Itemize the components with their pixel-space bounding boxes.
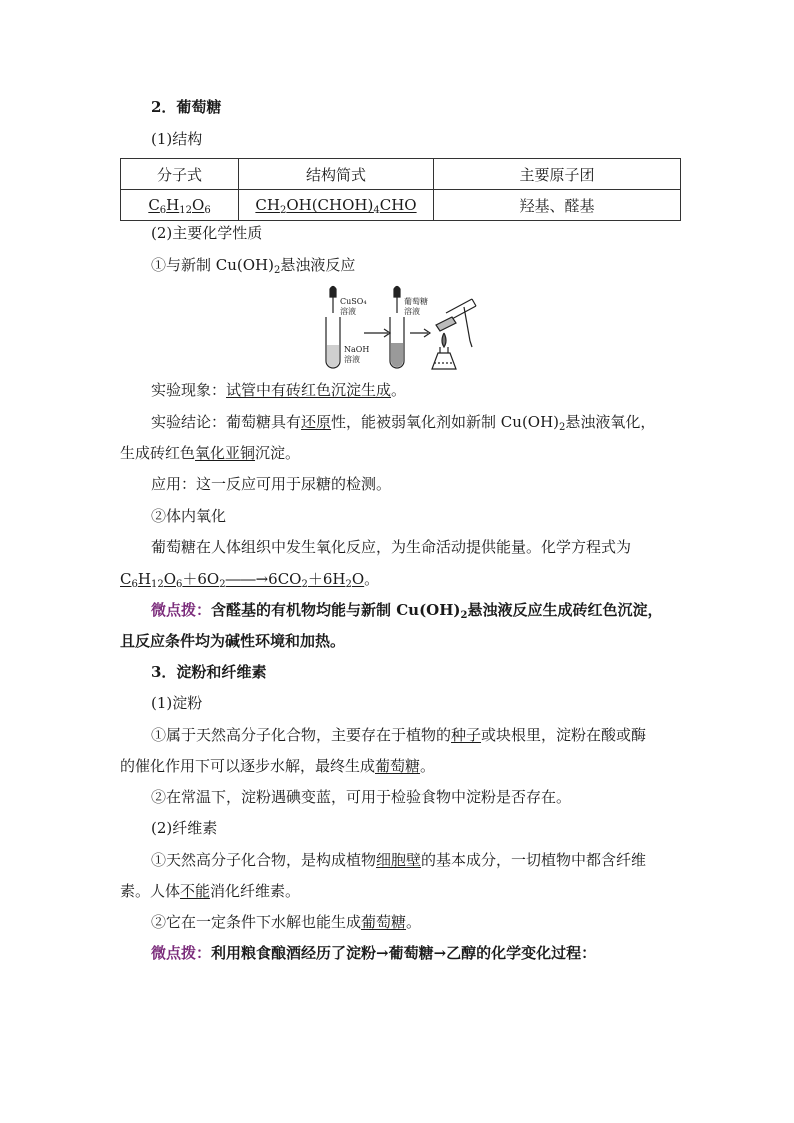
cell-functional-groups: 羟基、醛基 bbox=[434, 190, 681, 221]
label-solution-2: 溶液 bbox=[404, 307, 420, 316]
experiment-phenomenon: 实验现象：试管中有砖红色沉淀生成。 bbox=[151, 381, 407, 399]
header-functional-groups: 主要原子团 bbox=[434, 159, 681, 190]
item-in-vivo-oxidation: ②体内氧化 bbox=[151, 507, 227, 525]
tip-brewing: 微点拨：利用粮食酿酒经历了淀粉→葡萄糖→乙醇的化学变化过程： bbox=[151, 944, 597, 962]
starch-point1-line2: 的催化作用下可以逐步水解，最终生成葡萄糖。 bbox=[120, 757, 436, 775]
cellulose-point1-line1: ①天然高分子化合物，是构成植物细胞壁的基本成分，一切植物中都含纤维 bbox=[151, 851, 647, 869]
cellulose-point1-line2: 素。人体不能消化纤维素。 bbox=[120, 882, 301, 900]
cellulose-point2: ②它在一定条件下水解也能生成葡萄糖。 bbox=[151, 913, 422, 931]
label-solution-1: 溶液 bbox=[340, 307, 356, 316]
subheading-cellulose: (2)纤维素 bbox=[151, 819, 218, 837]
label-glucose: 葡萄糖 bbox=[404, 297, 428, 306]
table-header-row bbox=[121, 159, 681, 190]
oxidation-text: 葡萄糖在人体组织中发生氧化反应，为生命活动提供能量。化学方程式为 bbox=[151, 538, 632, 556]
cell-molecular-formula: $C_6H_{12}O_6$ bbox=[121, 190, 239, 221]
subheading-starch: (1)淀粉 bbox=[151, 694, 203, 712]
item-cuoh2-reaction: ①与新制 $Cu(OH)_2$悬浊液反应 bbox=[151, 256, 356, 276]
label-solution-3: 溶液 bbox=[344, 355, 360, 364]
application-text: 应用：这一反应可用于尿糖的检测。 bbox=[151, 475, 392, 493]
starch-point1-line1: ①属于天然高分子化合物，主要存在于植物的种子或块根里，淀粉在酸或酶 bbox=[151, 726, 647, 744]
tip-aldehyde-line2: 且反应条件均为碱性环境和加热。 bbox=[120, 632, 346, 650]
section-heading-glucose: 2．葡萄糖 bbox=[151, 98, 222, 116]
section-heading-starch-cellulose: 3．淀粉和纤维素 bbox=[151, 663, 267, 681]
structure-table bbox=[120, 158, 681, 221]
label-naoh: NaOH bbox=[344, 345, 370, 354]
subheading-chemical-properties: (2)主要化学性质 bbox=[151, 224, 263, 242]
table-row bbox=[121, 190, 681, 221]
experiment-figure bbox=[318, 283, 480, 371]
tip-aldehyde-line1: 微点拨：含醛基的有机物均能与新制 $Cu(OH)_2$悬浊液反应生成砖红色沉淀， bbox=[151, 601, 663, 621]
cell-structural-formula: $CH_2OH(CHOH)_4CHO$ bbox=[239, 190, 434, 221]
experiment-conclusion-line1: 实验结论：葡萄糖具有还原性，能被弱氧化剂如新制 $Cu(OH)_2$悬浊液氧化， bbox=[151, 413, 656, 433]
label-cuso4: CuSO₄ bbox=[340, 297, 367, 306]
subheading-structure: (1)结构 bbox=[151, 130, 203, 148]
oxidation-equation: $C_6H_{12}O_6+6O_2――\to 6CO_2+6H_2O$。 bbox=[120, 570, 380, 590]
experiment-conclusion-line2: 生成砖红色氧化亚铜沉淀。 bbox=[120, 444, 301, 462]
header-molecular-formula: 分子式 bbox=[121, 159, 239, 190]
starch-point2: ②在常温下，淀粉遇碘变蓝，可用于检验食物中淀粉是否存在。 bbox=[151, 788, 572, 806]
header-structural-formula: 结构简式 bbox=[239, 159, 434, 190]
